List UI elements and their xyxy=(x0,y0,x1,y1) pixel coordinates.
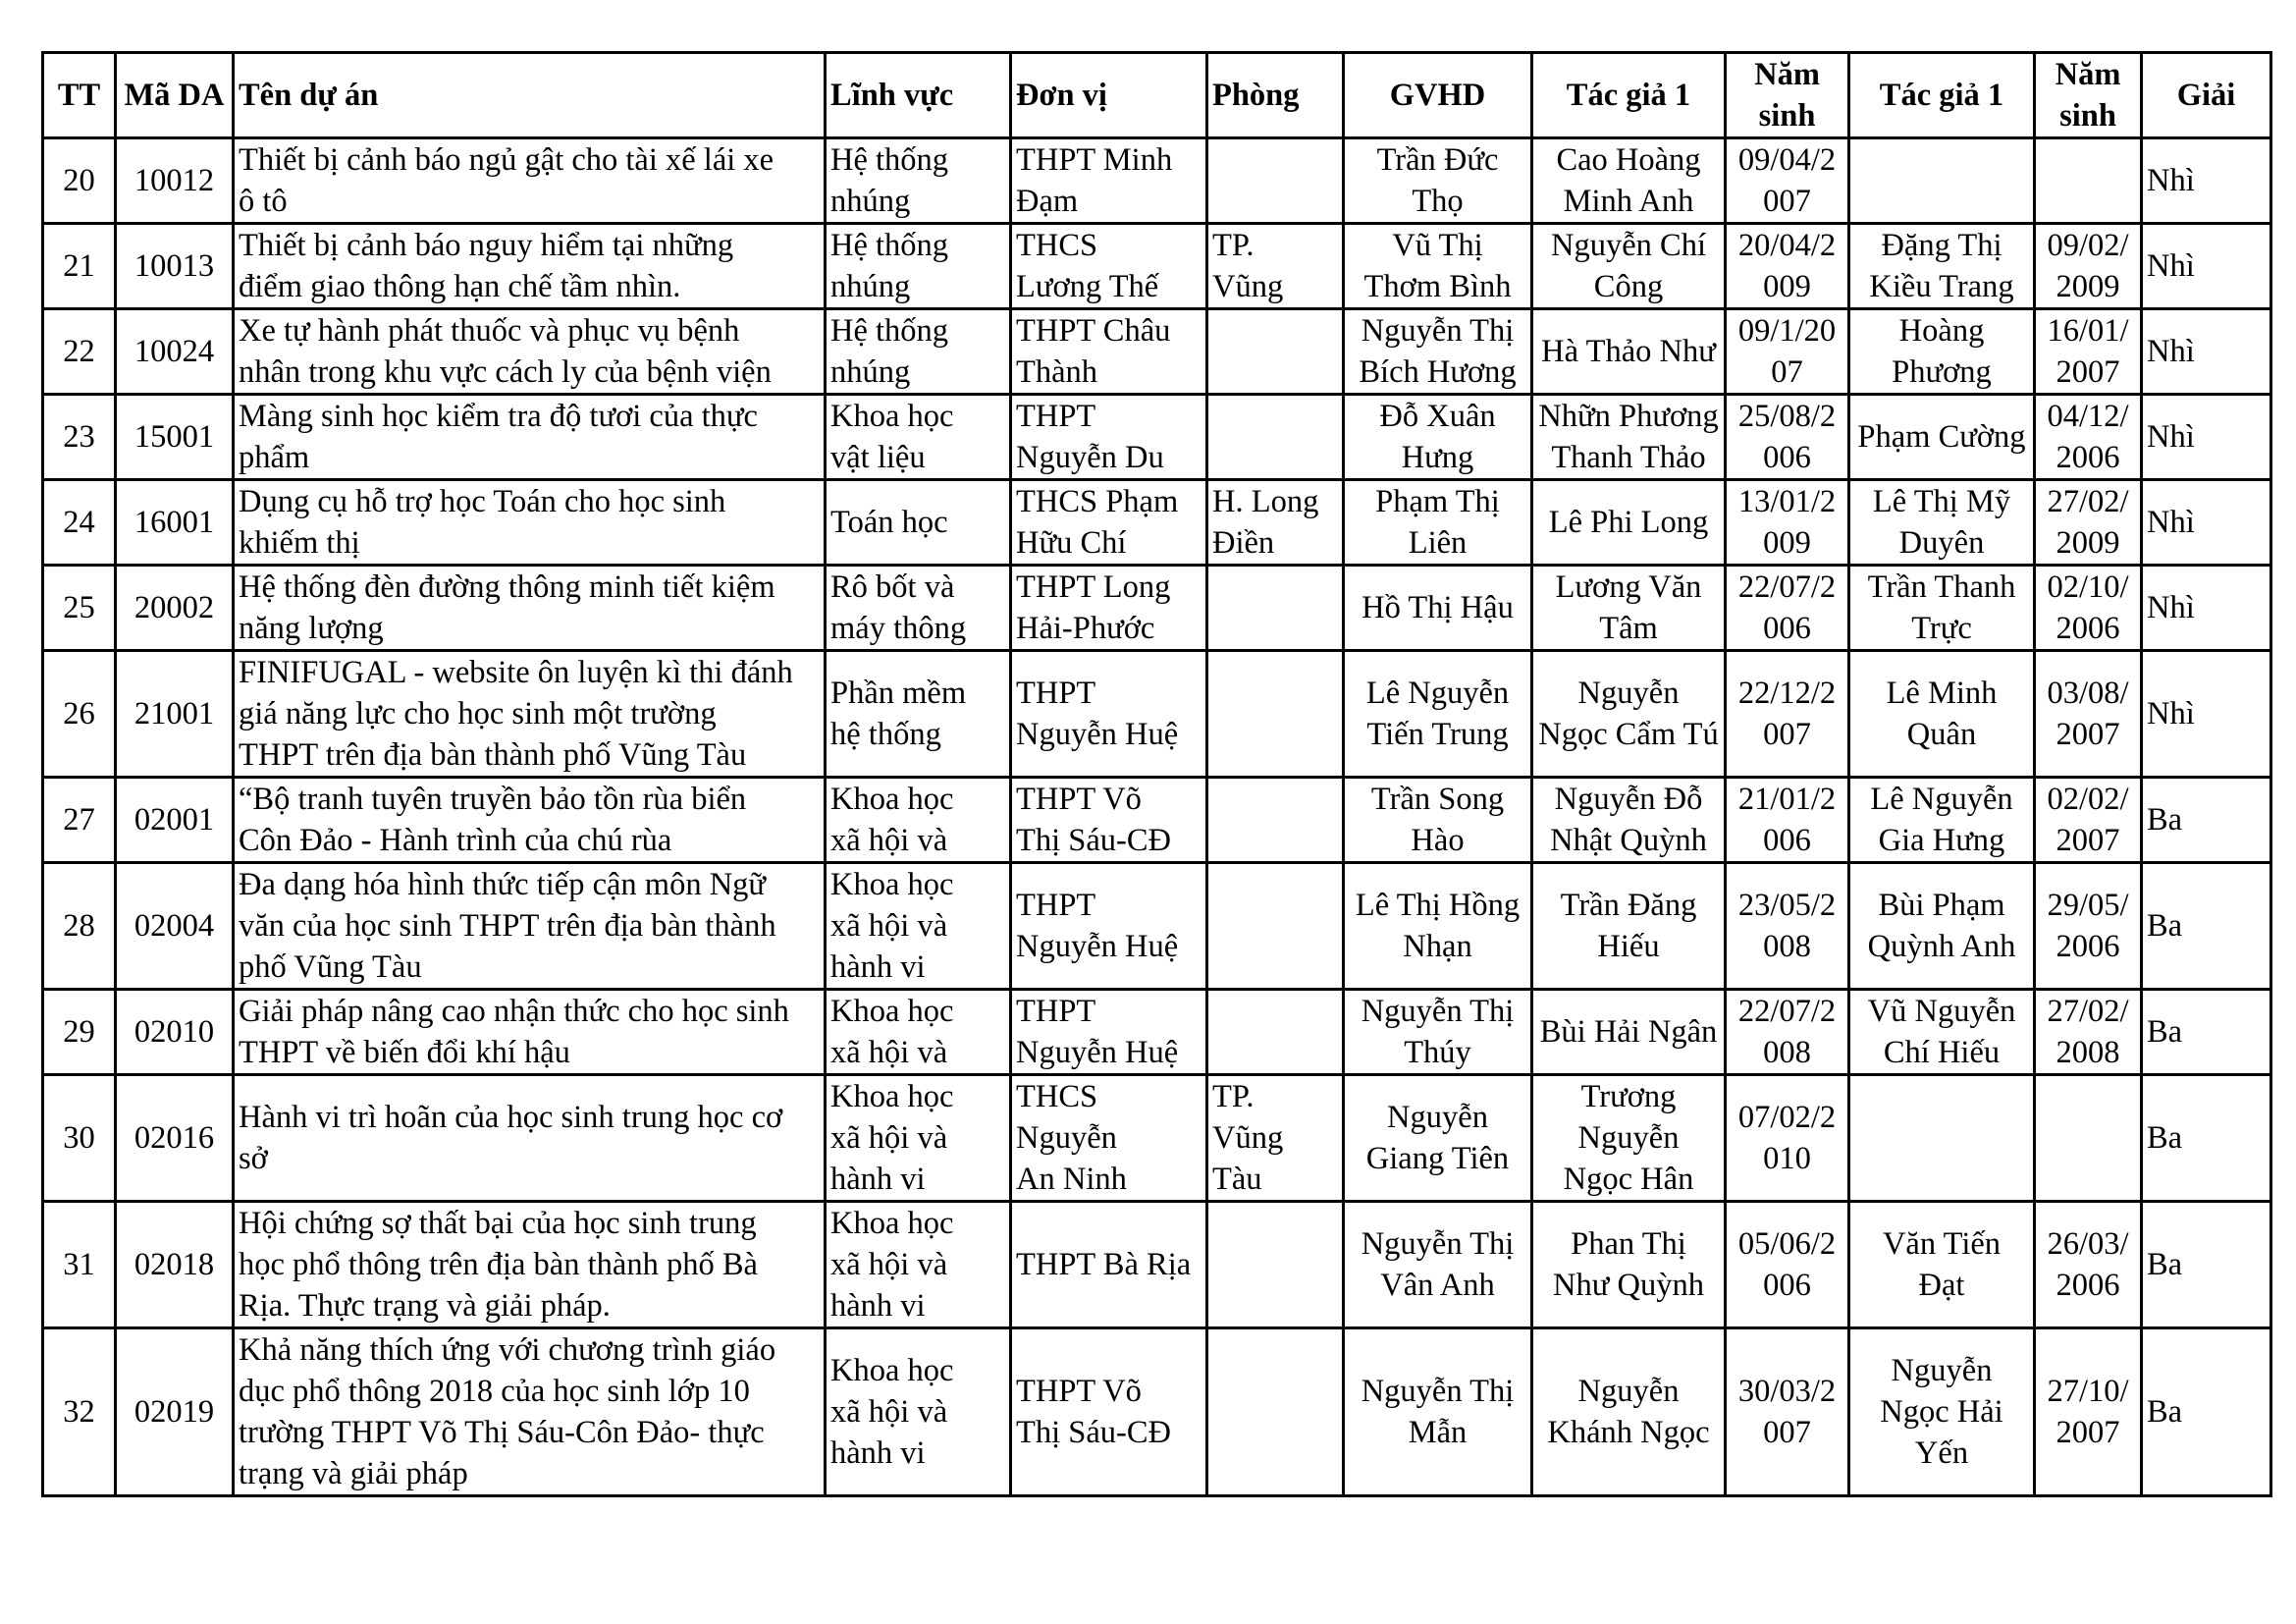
cell-phong: H. Long Điền xyxy=(1207,480,1344,566)
cell-nam-sinh-2 xyxy=(2035,138,2142,224)
cell-linh-vuc: Toán học xyxy=(826,480,1011,566)
cell-tac-gia-1: Trần Đăng Hiếu xyxy=(1532,863,1726,990)
cell-tac-gia-2: Trần Thanh Trực xyxy=(1849,566,2035,651)
cell-ma-da: 10013 xyxy=(116,224,234,309)
cell-ten-du-an: FINIFUGAL - website ôn luyện kì thi đánh giá năng lực cho học sinh một trường THPT trên địa bàn thành phố Vũng Tàu xyxy=(234,651,826,778)
cell-tac-gia-1: Nguyễn Ngọc Cẩm Tú xyxy=(1532,651,1726,778)
cell-linh-vuc: Rô bốt và máy thông xyxy=(826,566,1011,651)
cell-gvhd: Trần Song Hào xyxy=(1344,778,1532,863)
cell-gvhd: Hồ Thị Hậu xyxy=(1344,566,1532,651)
cell-nam-sinh-1: 13/01/2 009 xyxy=(1726,480,1849,566)
cell-phong xyxy=(1207,395,1344,480)
cell-phong xyxy=(1207,566,1344,651)
cell-nam-sinh-2: 09/02/ 2009 xyxy=(2035,224,2142,309)
cell-phong: TP. Vũng Tàu xyxy=(1207,1075,1344,1202)
header-ma-da: Mã DA xyxy=(116,53,234,138)
header-ten-du-an: Tên dự án xyxy=(234,53,826,138)
cell-nam-sinh-2: 27/02/ 2009 xyxy=(2035,480,2142,566)
cell-nam-sinh-2: 04/12/ 2006 xyxy=(2035,395,2142,480)
cell-ma-da: 16001 xyxy=(116,480,234,566)
header-giai: Giải xyxy=(2142,53,2271,138)
cell-nam-sinh-2: 29/05/ 2006 xyxy=(2035,863,2142,990)
header-phong: Phòng xyxy=(1207,53,1344,138)
cell-don-vi: THPT Võ Thị Sáu-CĐ xyxy=(1011,1328,1207,1496)
cell-tac-gia-2: Lê Nguyễn Gia Hưng xyxy=(1849,778,2035,863)
cell-tac-gia-1: Lương Văn Tâm xyxy=(1532,566,1726,651)
cell-giai: Ba xyxy=(2142,1202,2271,1328)
cell-ma-da: 20002 xyxy=(116,566,234,651)
table-row xyxy=(43,1328,2271,1496)
cell-don-vi: THPT Minh Đạm xyxy=(1011,138,1207,224)
cell-ten-du-an: “Bộ tranh tuyên truyền bảo tồn rùa biển Côn Đảo - Hành trình của chú rùa xyxy=(234,778,826,863)
cell-nam-sinh-2: 02/10/ 2006 xyxy=(2035,566,2142,651)
cell-linh-vuc: Hệ thống nhúng xyxy=(826,138,1011,224)
cell-tt: 24 xyxy=(43,480,116,566)
cell-ma-da: 21001 xyxy=(116,651,234,778)
cell-giai: Ba xyxy=(2142,990,2271,1075)
cell-giai: Ba xyxy=(2142,1328,2271,1496)
cell-tt: 26 xyxy=(43,651,116,778)
cell-ma-da: 10024 xyxy=(116,309,234,395)
cell-tac-gia-1: Hà Thảo Như xyxy=(1532,309,1726,395)
cell-nam-sinh-1: 20/04/2 009 xyxy=(1726,224,1849,309)
cell-tac-gia-1: Bùi Hải Ngân xyxy=(1532,990,1726,1075)
table-row xyxy=(43,651,2271,778)
cell-don-vi: THPT Nguyễn Huệ xyxy=(1011,863,1207,990)
cell-tac-gia-1: Nhữn Phương Thanh Thảo xyxy=(1532,395,1726,480)
table-row xyxy=(43,566,2271,651)
cell-tac-gia-2 xyxy=(1849,1075,2035,1202)
cell-giai: Nhì xyxy=(2142,309,2271,395)
cell-don-vi: THPT Bà Rịa xyxy=(1011,1202,1207,1328)
cell-linh-vuc: Khoa học xã hội và xyxy=(826,778,1011,863)
cell-ma-da: 02001 xyxy=(116,778,234,863)
cell-don-vi: THPT Võ Thị Sáu-CĐ xyxy=(1011,778,1207,863)
cell-nam-sinh-2: 26/03/ 2006 xyxy=(2035,1202,2142,1328)
cell-don-vi: THCS Phạm Hữu Chí xyxy=(1011,480,1207,566)
cell-gvhd: Phạm Thị Liên xyxy=(1344,480,1532,566)
cell-tt: 21 xyxy=(43,224,116,309)
table-row xyxy=(43,224,2271,309)
cell-phong xyxy=(1207,651,1344,778)
cell-tt: 31 xyxy=(43,1202,116,1328)
cell-giai: Nhì xyxy=(2142,566,2271,651)
cell-tt: 22 xyxy=(43,309,116,395)
cell-don-vi: THPT Châu Thành xyxy=(1011,309,1207,395)
cell-giai: Nhì xyxy=(2142,480,2271,566)
cell-tac-gia-2: Bùi Phạm Quỳnh Anh xyxy=(1849,863,2035,990)
cell-giai: Nhì xyxy=(2142,395,2271,480)
cell-phong xyxy=(1207,1202,1344,1328)
cell-don-vi: THPT Nguyễn Du xyxy=(1011,395,1207,480)
cell-tac-gia-2 xyxy=(1849,138,2035,224)
cell-nam-sinh-1: 09/04/2 007 xyxy=(1726,138,1849,224)
cell-linh-vuc: Khoa học xã hội và hành vi xyxy=(826,1328,1011,1496)
cell-nam-sinh-1: 22/07/2 008 xyxy=(1726,990,1849,1075)
cell-tac-gia-2: Văn Tiến Đạt xyxy=(1849,1202,2035,1328)
cell-nam-sinh-1: 22/12/2 007 xyxy=(1726,651,1849,778)
cell-nam-sinh-1: 25/08/2 006 xyxy=(1726,395,1849,480)
cell-gvhd: Nguyễn Giang Tiên xyxy=(1344,1075,1532,1202)
cell-ten-du-an: Màng sinh học kiểm tra độ tươi của thực phẩm xyxy=(234,395,826,480)
cell-ten-du-an: Giải pháp nâng cao nhận thức cho học sinh THPT về biến đổi khí hậu xyxy=(234,990,826,1075)
cell-nam-sinh-1: 22/07/2 006 xyxy=(1726,566,1849,651)
cell-ten-du-an: Hội chứng sợ thất bại của học sinh trung học phổ thông trên địa bàn thành phố Bà Rịa. Thực trạng và giải pháp. xyxy=(234,1202,826,1328)
cell-nam-sinh-2: 27/02/ 2008 xyxy=(2035,990,2142,1075)
cell-nam-sinh-1: 05/06/2 006 xyxy=(1726,1202,1849,1328)
cell-linh-vuc: Khoa học xã hội và hành vi xyxy=(826,1075,1011,1202)
cell-nam-sinh-1: 07/02/2 010 xyxy=(1726,1075,1849,1202)
cell-giai: Nhì xyxy=(2142,651,2271,778)
cell-gvhd: Đỗ Xuân Hưng xyxy=(1344,395,1532,480)
header-don-vi: Đơn vị xyxy=(1011,53,1207,138)
header-tac-gia-1: Tác giả 1 xyxy=(1532,53,1726,138)
cell-tac-gia-1: Nguyễn Khánh Ngọc xyxy=(1532,1328,1726,1496)
header-nam-sinh-2: Năm sinh xyxy=(2035,53,2142,138)
cell-nam-sinh-2 xyxy=(2035,1075,2142,1202)
cell-nam-sinh-1: 23/05/2 008 xyxy=(1726,863,1849,990)
cell-nam-sinh-1: 30/03/2 007 xyxy=(1726,1328,1849,1496)
cell-gvhd: Trần Đức Thọ xyxy=(1344,138,1532,224)
cell-ten-du-an: Hành vi trì hoãn của học sinh trung học cơ sở xyxy=(234,1075,826,1202)
cell-tac-gia-2: Vũ Nguyễn Chí Hiếu xyxy=(1849,990,2035,1075)
table-row xyxy=(43,1075,2271,1202)
cell-nam-sinh-2: 02/02/ 2007 xyxy=(2035,778,2142,863)
header-linh-vuc: Lĩnh vực xyxy=(826,53,1011,138)
cell-tac-gia-2: Lê Minh Quân xyxy=(1849,651,2035,778)
cell-tt: 20 xyxy=(43,138,116,224)
cell-tac-gia-1: Nguyễn Chí Công xyxy=(1532,224,1726,309)
table-row xyxy=(43,778,2271,863)
results-table xyxy=(41,51,2272,1497)
cell-nam-sinh-1: 21/01/2 006 xyxy=(1726,778,1849,863)
cell-tt: 27 xyxy=(43,778,116,863)
header-gvhd: GVHD xyxy=(1344,53,1532,138)
cell-tt: 25 xyxy=(43,566,116,651)
cell-gvhd: Nguyễn Thị Bích Hương xyxy=(1344,309,1532,395)
cell-phong xyxy=(1207,309,1344,395)
cell-phong xyxy=(1207,990,1344,1075)
cell-tac-gia-1: Trương Nguyễn Ngọc Hân xyxy=(1532,1075,1726,1202)
cell-don-vi: THCS Nguyễn An Ninh xyxy=(1011,1075,1207,1202)
cell-ma-da: 10012 xyxy=(116,138,234,224)
cell-gvhd: Lê Nguyễn Tiến Trung xyxy=(1344,651,1532,778)
cell-ten-du-an: Dụng cụ hỗ trợ học Toán cho học sinh khiếm thị xyxy=(234,480,826,566)
cell-ten-du-an: Thiết bị cảnh báo nguy hiểm tại những điểm giao thông hạn chế tầm nhìn. xyxy=(234,224,826,309)
cell-tt: 29 xyxy=(43,990,116,1075)
cell-tac-gia-2: Phạm Cường xyxy=(1849,395,2035,480)
cell-ma-da: 02004 xyxy=(116,863,234,990)
cell-tac-gia-1: Lê Phi Long xyxy=(1532,480,1726,566)
cell-ma-da: 02018 xyxy=(116,1202,234,1328)
cell-linh-vuc: Khoa học xã hội và hành vi xyxy=(826,863,1011,990)
cell-giai: Ba xyxy=(2142,863,2271,990)
cell-linh-vuc: Khoa học xã hội và hành vi xyxy=(826,1202,1011,1328)
cell-giai: Nhì xyxy=(2142,224,2271,309)
cell-giai: Nhì xyxy=(2142,138,2271,224)
cell-don-vi: THPT Nguyễn Huệ xyxy=(1011,990,1207,1075)
cell-tac-gia-2: Hoàng Phương xyxy=(1849,309,2035,395)
cell-tt: 30 xyxy=(43,1075,116,1202)
cell-gvhd: Nguyễn Thị Mẫn xyxy=(1344,1328,1532,1496)
cell-tac-gia-2: Đặng Thị Kiều Trang xyxy=(1849,224,2035,309)
cell-nam-sinh-2: 03/08/ 2007 xyxy=(2035,651,2142,778)
cell-nam-sinh-2: 16/01/ 2007 xyxy=(2035,309,2142,395)
cell-tac-gia-1: Nguyễn Đỗ Nhật Quỳnh xyxy=(1532,778,1726,863)
cell-gvhd: Nguyễn Thị Thúy xyxy=(1344,990,1532,1075)
cell-ten-du-an: Khả năng thích ứng với chương trình giáo dục phổ thông 2018 của học sinh lớp 10 trường THPT Võ Thị Sáu-Côn Đảo- thực trạng và giải pháp xyxy=(234,1328,826,1496)
cell-linh-vuc: Hệ thống nhúng xyxy=(826,309,1011,395)
table-row xyxy=(43,138,2271,224)
table-row xyxy=(43,309,2271,395)
table-row xyxy=(43,480,2271,566)
header-tt: TT xyxy=(43,53,116,138)
cell-linh-vuc: Khoa học vật liệu xyxy=(826,395,1011,480)
cell-linh-vuc: Phần mềm hệ thống xyxy=(826,651,1011,778)
cell-gvhd: Lê Thị Hồng Nhạn xyxy=(1344,863,1532,990)
cell-tt: 28 xyxy=(43,863,116,990)
cell-nam-sinh-2: 27/10/ 2007 xyxy=(2035,1328,2142,1496)
cell-don-vi: THCS Lương Thế xyxy=(1011,224,1207,309)
cell-tac-gia-2: Lê Thị Mỹ Duyên xyxy=(1849,480,2035,566)
cell-ten-du-an: Hệ thống đèn đường thông minh tiết kiệm năng lượng xyxy=(234,566,826,651)
table-row xyxy=(43,863,2271,990)
cell-nam-sinh-1: 09/1/20 07 xyxy=(1726,309,1849,395)
cell-giai: Ba xyxy=(2142,1075,2271,1202)
cell-ten-du-an: Xe tự hành phát thuốc và phục vụ bệnh nhân trong khu vực cách ly của bệnh viện xyxy=(234,309,826,395)
cell-phong xyxy=(1207,863,1344,990)
cell-ten-du-an: Thiết bị cảnh báo ngủ gật cho tài xế lái xe ô tô xyxy=(234,138,826,224)
cell-tt: 23 xyxy=(43,395,116,480)
cell-gvhd: Nguyễn Thị Vân Anh xyxy=(1344,1202,1532,1328)
cell-tac-gia-1: Phan Thị Như Quỳnh xyxy=(1532,1202,1726,1328)
cell-phong xyxy=(1207,138,1344,224)
cell-tt: 32 xyxy=(43,1328,116,1496)
header-nam-sinh-1: Năm sinh xyxy=(1726,53,1849,138)
cell-ten-du-an: Đa dạng hóa hình thức tiếp cận môn Ngữ văn của học sinh THPT trên địa bàn thành phố Vũng Tàu xyxy=(234,863,826,990)
cell-giai: Ba xyxy=(2142,778,2271,863)
cell-tac-gia-2: Nguyễn Ngọc Hải Yến xyxy=(1849,1328,2035,1496)
cell-don-vi: THPT Nguyễn Huệ xyxy=(1011,651,1207,778)
cell-don-vi: THPT Long Hải-Phước xyxy=(1011,566,1207,651)
cell-linh-vuc: Hệ thống nhúng xyxy=(826,224,1011,309)
cell-phong: TP. Vũng xyxy=(1207,224,1344,309)
cell-gvhd: Vũ Thị Thơm Bình xyxy=(1344,224,1532,309)
cell-phong xyxy=(1207,1328,1344,1496)
table-row xyxy=(43,990,2271,1075)
table-header-row xyxy=(43,53,2271,138)
cell-ma-da: 02010 xyxy=(116,990,234,1075)
cell-phong xyxy=(1207,778,1344,863)
cell-ma-da: 15001 xyxy=(116,395,234,480)
table-row xyxy=(43,1202,2271,1328)
cell-ma-da: 02016 xyxy=(116,1075,234,1202)
header-tac-gia-2: Tác giả 1 xyxy=(1849,53,2035,138)
cell-ma-da: 02019 xyxy=(116,1328,234,1496)
cell-tac-gia-1: Cao Hoàng Minh Anh xyxy=(1532,138,1726,224)
table-row xyxy=(43,395,2271,480)
cell-linh-vuc: Khoa học xã hội và xyxy=(826,990,1011,1075)
